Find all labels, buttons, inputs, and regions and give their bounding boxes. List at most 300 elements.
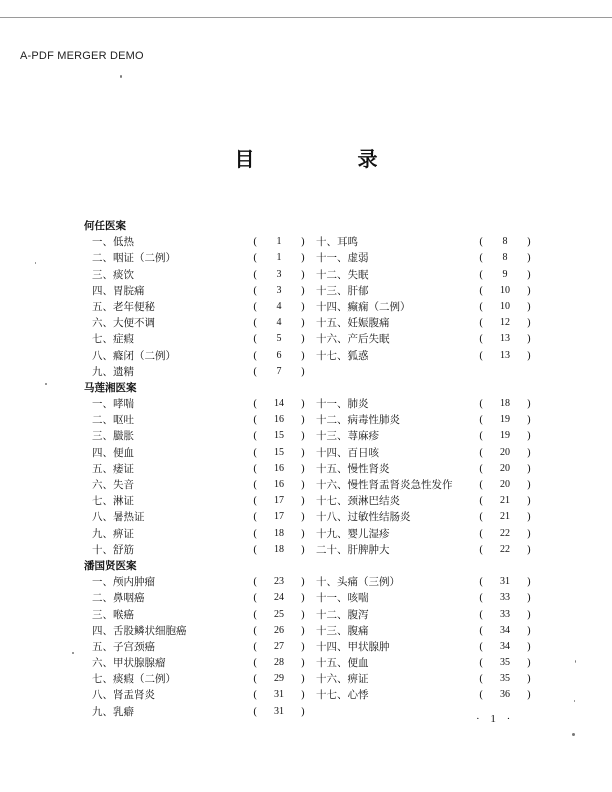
close-paren: ) (526, 511, 531, 524)
toc-entry-label: 十七、心悸 (316, 689, 369, 702)
close-paren: ) (300, 543, 305, 556)
section-heading: 马莲湘医案 (84, 381, 137, 394)
page-number-ref: 35 (500, 673, 510, 685)
page-number-ref: 22 (500, 527, 510, 539)
page-ref (253, 526, 305, 542)
toc-entry-label: 二、鼻咽癌 (92, 592, 145, 605)
page-number-ref: 17 (274, 495, 284, 507)
toc-entry-label: 十五、慢性肾炎 (316, 462, 390, 475)
close-paren: ) (526, 446, 531, 459)
page-ref (253, 704, 305, 720)
page-ref (253, 267, 305, 283)
open-paren: ( (253, 673, 258, 686)
close-paren: ) (300, 608, 305, 621)
page-number-ref: 10 (500, 300, 510, 312)
open-paren: ( (479, 333, 484, 346)
toc-entry-label: 十七、狐惑 (316, 349, 369, 362)
close-paren: ) (526, 657, 531, 670)
toc-entry-label: 十、头痛（三例） (316, 576, 400, 589)
open-paren: ( (479, 576, 484, 589)
close-paren: ) (526, 624, 531, 637)
open-paren: ( (253, 398, 258, 411)
close-paren: ) (526, 479, 531, 491)
toc-entry-label: 四、胃脘痛 (92, 284, 145, 297)
open-paren: ( (253, 527, 258, 540)
close-paren: ) (300, 640, 305, 653)
toc-row (0, 396, 612, 412)
page-number-ref: 12 (500, 317, 510, 329)
open-paren: ( (253, 608, 258, 621)
toc-row (0, 687, 612, 703)
page-ref (479, 574, 531, 590)
toc-entry-label: 六、甲状腺腺瘤 (92, 657, 166, 670)
toc-entry-label: 五、子宫颈癌 (92, 640, 155, 653)
page-ref (253, 509, 305, 525)
page-number-ref: 15 (274, 430, 284, 442)
open-paren: ( (479, 446, 484, 459)
toc-entry-label: 十六、痹证 (316, 673, 369, 686)
page-ref (479, 671, 531, 687)
page-number-ref: 1 (276, 252, 282, 264)
page-ref (253, 639, 305, 655)
close-paren: ) (526, 576, 531, 589)
close-paren: ) (526, 689, 531, 702)
scan-speck (575, 660, 576, 663)
close-paren: ) (526, 495, 531, 508)
page-number-ref: 16 (274, 462, 284, 474)
toc-row (0, 542, 612, 558)
page-ref (253, 331, 305, 347)
page-number-ref: 21 (500, 495, 510, 507)
open-paren: ( (479, 479, 484, 491)
toc-entry-label: 十一、咳喘 (316, 592, 369, 605)
page-ref (479, 623, 531, 639)
close-paren: ) (300, 414, 305, 427)
toc-entry-label: 六、大便不调 (92, 317, 155, 330)
toc-entry-label: 十八、过敏性结肠炎 (316, 511, 411, 524)
toc-entry-label: 八、肾盂肾炎 (92, 689, 155, 702)
close-paren: ) (526, 673, 531, 686)
table-of-contents (0, 218, 612, 720)
toc-entry-label: 一、哮喘 (92, 398, 134, 411)
open-paren: ( (253, 284, 258, 297)
close-paren: ) (526, 527, 531, 540)
close-paren: ) (526, 252, 531, 265)
toc-entry-label: 十九、婴儿湿疹 (316, 527, 390, 540)
page-number-ref: 7 (276, 365, 282, 377)
page-ref (253, 461, 305, 477)
open-paren: ( (253, 511, 258, 524)
open-paren: ( (253, 479, 258, 491)
page-number-ref: 3 (276, 284, 282, 296)
page-ref (253, 687, 305, 703)
open-paren: ( (253, 365, 258, 378)
open-paren: ( (479, 689, 484, 702)
page-ref (479, 331, 531, 347)
open-paren: ( (253, 446, 258, 459)
page-number-ref: 3 (276, 268, 282, 280)
close-paren: ) (300, 398, 305, 411)
page-number-ref: 31 (274, 689, 284, 701)
toc-row (0, 412, 612, 428)
toc-entry-label: 十五、便血 (316, 657, 369, 670)
toc-entry-label: 十六、产后失眠 (316, 333, 390, 346)
page-ref (479, 267, 531, 283)
page-number-ref: 19 (500, 414, 510, 426)
open-paren: ( (479, 300, 484, 313)
toc-entry-label: 二、咽证（二例） (92, 252, 176, 265)
open-paren: ( (479, 268, 484, 281)
toc-entry-label: 六、失音 (92, 479, 134, 491)
toc-entry-label: 十四、甲状腺肿 (316, 640, 390, 653)
toc-row (0, 267, 612, 283)
open-paren: ( (479, 317, 484, 330)
toc-entry-label: 十三、肝郁 (316, 284, 369, 297)
open-paren: ( (479, 657, 484, 670)
page-number-ref: 35 (500, 657, 510, 669)
watermark-text: A-PDF MERGER DEMO (20, 50, 144, 62)
toc-entry-label: 四、便血 (92, 446, 134, 459)
toc-row (0, 526, 612, 542)
page-ref (479, 234, 531, 250)
toc-row (0, 590, 612, 606)
close-paren: ) (300, 705, 305, 718)
page-number-ref: 22 (500, 543, 510, 555)
close-paren: ) (526, 333, 531, 346)
close-paren: ) (526, 640, 531, 653)
open-paren: ( (479, 624, 484, 637)
open-paren: ( (253, 414, 258, 427)
page-number-ref: 13 (500, 333, 510, 345)
open-paren: ( (253, 317, 258, 330)
page-ref (479, 607, 531, 623)
toc-entry-label: 九、遗精 (92, 365, 134, 378)
section-heading: 潘国贤医案 (84, 559, 137, 572)
page-ref (253, 315, 305, 331)
toc-row (0, 445, 612, 461)
page-number-ref: 15 (274, 446, 284, 458)
toc-entry-label: 十七、颈淋巴结炎 (316, 495, 400, 508)
close-paren: ) (300, 624, 305, 637)
page-ref (253, 493, 305, 509)
close-paren: ) (300, 317, 305, 330)
toc-row (0, 331, 612, 347)
toc-entry-label: 一、颅内肿瘤 (92, 576, 155, 589)
page-ref (479, 590, 531, 606)
page-number-ref: 17 (274, 511, 284, 523)
page-ref (253, 542, 305, 558)
open-paren: ( (479, 398, 484, 411)
close-paren: ) (300, 284, 305, 297)
toc-entry-label: 十二、失眠 (316, 268, 369, 281)
close-paren: ) (300, 511, 305, 524)
page-ref (253, 348, 305, 364)
open-paren: ( (253, 268, 258, 281)
open-paren: ( (253, 689, 258, 702)
open-paren: ( (479, 608, 484, 621)
page-number-ref: 34 (500, 640, 510, 652)
page-ref (479, 542, 531, 558)
open-paren: ( (479, 673, 484, 686)
toc-row (0, 283, 612, 299)
page-number-ref: 28 (274, 657, 284, 669)
open-paren: ( (253, 462, 258, 475)
open-paren: ( (253, 300, 258, 313)
toc-row (0, 428, 612, 444)
toc-row (0, 461, 612, 477)
page-ref (253, 607, 305, 623)
close-paren: ) (300, 495, 305, 508)
scan-speck (45, 383, 47, 385)
scan-speck (72, 652, 74, 654)
open-paren: ( (479, 511, 484, 524)
page-number-ref: 4 (276, 317, 282, 329)
page-number-ref: 36 (500, 689, 510, 701)
page-ref (253, 590, 305, 606)
toc-entry-label: 十二、腹泻 (316, 608, 369, 621)
page-ref (253, 412, 305, 428)
close-paren: ) (526, 398, 531, 411)
page-ref (479, 412, 531, 428)
close-paren: ) (526, 608, 531, 621)
toc-row (0, 477, 612, 493)
close-paren: ) (300, 430, 305, 443)
page-number-ref: 26 (274, 624, 284, 636)
page-ref (253, 428, 305, 444)
open-paren: ( (479, 495, 484, 508)
page-number-ref: 31 (274, 705, 284, 717)
close-paren: ) (526, 543, 531, 556)
section-heading-row (0, 380, 612, 396)
close-paren: ) (526, 414, 531, 427)
open-paren: ( (253, 576, 258, 589)
close-paren: ) (300, 592, 305, 605)
page-ref (479, 655, 531, 671)
open-paren: ( (479, 592, 484, 605)
open-paren: ( (253, 252, 258, 265)
toc-entry-label: 三、痰饮 (92, 268, 134, 281)
page-ref (253, 234, 305, 250)
page-ref (479, 493, 531, 509)
page-ref (253, 655, 305, 671)
close-paren: ) (526, 268, 531, 281)
close-paren: ) (300, 527, 305, 540)
toc-row (0, 671, 612, 687)
open-paren: ( (253, 657, 258, 670)
page-number-ref: 1 (276, 236, 282, 248)
page-ref (253, 477, 305, 493)
page-ref (253, 364, 305, 380)
toc-entry-label: 八、暑热证 (92, 511, 145, 524)
page-title: 目 录 (234, 147, 426, 171)
toc-entry-label: 七、痰瘕（二例） (92, 673, 176, 686)
page-number-ref: 20 (500, 462, 510, 474)
scan-speck (35, 262, 36, 264)
page-number-ref: 14 (274, 398, 284, 410)
toc-row (0, 574, 612, 590)
toc-entry-label: 九、乳癖 (92, 705, 134, 718)
page-number-ref: 16 (274, 414, 284, 426)
close-paren: ) (526, 300, 531, 313)
toc-row (0, 639, 612, 655)
close-paren: ) (300, 657, 305, 670)
open-paren: ( (253, 592, 258, 605)
page-number: · 1 · (476, 713, 515, 725)
close-paren: ) (300, 446, 305, 459)
page-number-ref: 33 (500, 608, 510, 620)
open-paren: ( (479, 527, 484, 540)
page-number-ref: 6 (276, 349, 282, 361)
scan-speck (572, 733, 575, 736)
toc-entry-label: 五、老年便秘 (92, 300, 155, 313)
toc-row (0, 655, 612, 671)
page-ref (479, 639, 531, 655)
close-paren: ) (300, 349, 305, 362)
page-number-ref: 25 (274, 608, 284, 620)
page-number-ref: 13 (500, 349, 510, 361)
page-ref (479, 526, 531, 542)
open-paren: ( (253, 349, 258, 362)
toc-row (0, 364, 612, 380)
page-number-ref: 20 (500, 479, 510, 490)
toc-entry-label: 七、症瘕 (92, 333, 134, 346)
toc-row (0, 234, 612, 250)
page-number-ref: 19 (500, 430, 510, 442)
page-ref (479, 445, 531, 461)
open-paren: ( (253, 430, 258, 443)
close-paren: ) (300, 333, 305, 346)
page-ref (479, 461, 531, 477)
page-number-ref: 18 (500, 398, 510, 410)
close-paren: ) (300, 252, 305, 265)
toc-entry-label: 七、淋证 (92, 495, 134, 508)
toc-entry-label: 十四、癫痫（二例） (316, 300, 411, 313)
close-paren: ) (300, 479, 305, 491)
open-paren: ( (479, 284, 484, 297)
toc-entry-label: 十三、荨麻疹 (316, 430, 379, 443)
close-paren: ) (300, 576, 305, 589)
page-number-ref: 27 (274, 640, 284, 652)
page-ref (479, 250, 531, 266)
page-number-ref: 23 (274, 576, 284, 588)
toc-entry-label: 十一、肺炎 (316, 398, 369, 411)
toc-row (0, 509, 612, 525)
page-number-ref: 33 (500, 592, 510, 604)
toc-entry-label: 五、痿证 (92, 462, 134, 475)
toc-entry-label: 十六、慢性肾盂肾炎急性发作 (316, 479, 453, 491)
page-ref (479, 428, 531, 444)
toc-row (0, 493, 612, 509)
page-ref (253, 671, 305, 687)
toc-entry-label: 八、癃闭（二例） (92, 349, 176, 362)
page-number-ref: 18 (274, 543, 284, 555)
close-paren: ) (300, 462, 305, 475)
page-number-ref: 10 (500, 284, 510, 296)
section-heading-row (0, 558, 612, 574)
toc-entry-label: 四、舌股鳞状细胞癌 (92, 624, 187, 637)
page-ref (479, 315, 531, 331)
page-ref (253, 299, 305, 315)
open-paren: ( (479, 414, 484, 427)
toc-row (0, 315, 612, 331)
page-ref (253, 445, 305, 461)
toc-row (0, 704, 612, 720)
toc-entry-label: 十四、百日咳 (316, 446, 379, 459)
top-rule (0, 17, 612, 18)
close-paren: ) (526, 430, 531, 443)
close-paren: ) (526, 236, 531, 249)
close-paren: ) (526, 317, 531, 330)
toc-entry-label: 十一、虚弱 (316, 252, 369, 265)
close-paren: ) (526, 592, 531, 605)
close-paren: ) (300, 689, 305, 702)
toc-entry-label: 一、低热 (92, 236, 134, 249)
page-ref (479, 283, 531, 299)
close-paren: ) (526, 284, 531, 297)
toc-entry-label: 十五、妊娠腹痛 (316, 317, 390, 330)
close-paren: ) (526, 462, 531, 475)
page-number-ref: 9 (502, 268, 508, 280)
toc-row (0, 623, 612, 639)
toc-entry-label: 十、耳鸣 (316, 236, 358, 249)
open-paren: ( (253, 236, 258, 249)
close-paren: ) (526, 349, 531, 362)
open-paren: ( (479, 543, 484, 556)
open-paren: ( (253, 495, 258, 508)
toc-entry-label: 三、臌胀 (92, 430, 134, 443)
page-number-ref: 20 (500, 446, 510, 458)
open-paren: ( (479, 252, 484, 265)
open-paren: ( (479, 640, 484, 653)
page-number-ref: 18 (274, 527, 284, 539)
page-ref (253, 574, 305, 590)
page-ref (479, 348, 531, 364)
open-paren: ( (253, 640, 258, 653)
close-paren: ) (300, 268, 305, 281)
page-number-ref: 8 (502, 252, 508, 264)
toc-row (0, 299, 612, 315)
open-paren: ( (479, 349, 484, 362)
toc-row (0, 607, 612, 623)
page-number-ref: 29 (274, 673, 284, 685)
toc-entry-label: 十二、病毒性肺炎 (316, 414, 400, 427)
page-ref (253, 283, 305, 299)
page-number-ref: 8 (502, 236, 508, 248)
page-number-ref: 4 (276, 300, 282, 312)
page-number-ref: 34 (500, 624, 510, 636)
page-ref (479, 477, 531, 493)
open-paren: ( (479, 462, 484, 475)
close-paren: ) (300, 673, 305, 686)
open-paren: ( (253, 705, 258, 718)
toc-entry-label: 十三、腹痛 (316, 624, 369, 637)
page-ref (253, 396, 305, 412)
open-paren: ( (253, 333, 258, 346)
page-ref (479, 509, 531, 525)
page-number-ref: 16 (274, 479, 284, 490)
page-ref (479, 687, 531, 703)
scan-speck (120, 75, 122, 78)
page-ref (253, 250, 305, 266)
scan-speck (574, 700, 575, 702)
close-paren: ) (300, 300, 305, 313)
toc-row (0, 250, 612, 266)
open-paren: ( (479, 430, 484, 443)
toc-entry-label: 二十、肝脾肿大 (316, 543, 390, 556)
toc-entry-label: 二、呕吐 (92, 414, 134, 427)
section-heading: 何任医案 (84, 220, 126, 232)
page-ref (479, 396, 531, 412)
